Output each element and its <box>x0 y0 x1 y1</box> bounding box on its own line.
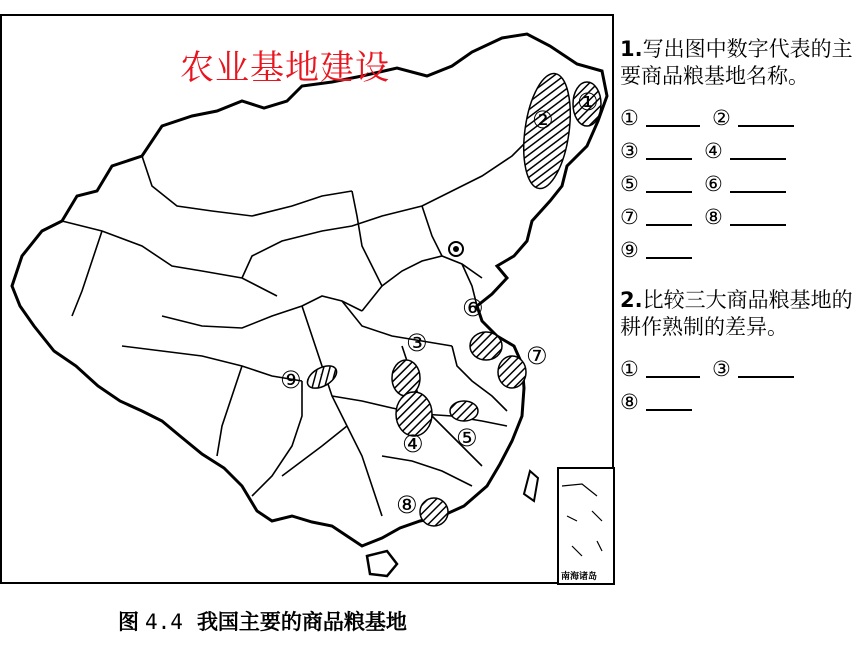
answer-blank[interactable] <box>646 362 700 378</box>
question-1-number: 1. <box>620 37 643 61</box>
base-area-7 <box>498 356 526 388</box>
question-2-text: 比较三大商品粮基地的耕作熟制的差异。 <box>620 288 853 339</box>
blank-row <box>620 135 858 168</box>
south-china-sea-inset <box>558 468 614 584</box>
blank-row <box>620 353 858 386</box>
answer-blank[interactable] <box>730 177 786 193</box>
overlay-title: 农业基地建设 <box>180 48 390 88</box>
blank-label: ⑦ <box>620 205 639 229</box>
taiwan-island <box>524 471 538 501</box>
marker-8: ⑧ <box>396 491 418 519</box>
blank-row <box>620 168 858 201</box>
blank-row <box>620 102 858 135</box>
answer-blank[interactable] <box>646 177 692 193</box>
marker-1: ① <box>577 88 599 116</box>
china-map <box>2 16 616 586</box>
base-area-5 <box>450 401 478 421</box>
blank-row <box>620 386 858 419</box>
blank-label: ⑨ <box>620 238 639 262</box>
inset-label: 南海诸岛 <box>561 572 598 582</box>
answer-blank[interactable] <box>738 111 794 127</box>
base-area-6 <box>470 332 502 360</box>
marker-3: ③ <box>406 329 428 357</box>
marker-2: ② <box>532 106 554 134</box>
blank-label: ③ <box>712 357 731 381</box>
province-boundaries <box>62 136 532 516</box>
answer-blank[interactable] <box>646 111 700 127</box>
marker-9: ⑨ <box>280 366 302 394</box>
base-areas <box>304 71 601 526</box>
marker-6: ⑥ <box>462 294 484 322</box>
blank-label: ⑤ <box>620 172 639 196</box>
map-frame <box>0 14 614 584</box>
answer-blank[interactable] <box>738 362 794 378</box>
answer-blank[interactable] <box>646 243 692 259</box>
marker-7: ⑦ <box>526 342 548 370</box>
blank-label: ③ <box>620 139 639 163</box>
blank-label: ② <box>712 106 731 130</box>
blank-row <box>620 234 858 267</box>
blank-row <box>620 201 858 234</box>
answer-blank[interactable] <box>730 144 786 160</box>
base-area-3 <box>392 360 420 396</box>
china-outline <box>12 34 607 546</box>
caption-prefix: 图 <box>118 610 139 634</box>
blank-label: ⑥ <box>704 172 723 196</box>
question-1-text: 写出图中数字代表的主要商品粮基地名称。 <box>620 37 853 88</box>
hainan-island <box>367 551 397 576</box>
blank-label: ① <box>620 357 639 381</box>
answer-blank[interactable] <box>730 210 786 226</box>
question-panel <box>620 36 858 419</box>
answer-blank[interactable] <box>646 395 692 411</box>
blank-label: ① <box>620 106 639 130</box>
caption-number: 4.4 <box>145 610 183 634</box>
map-caption <box>118 606 407 636</box>
question-1 <box>620 36 858 90</box>
beijing-marker <box>449 242 463 256</box>
question-2-number: 2. <box>620 288 643 312</box>
answer-blank[interactable] <box>646 210 692 226</box>
marker-5: ⑤ <box>456 424 478 452</box>
question-2 <box>620 287 858 341</box>
base-area-8 <box>420 498 448 526</box>
caption-text: 我国主要的商品粮基地 <box>196 610 407 634</box>
marker-4: ④ <box>402 430 424 458</box>
blank-label: ④ <box>704 139 723 163</box>
blank-label: ⑧ <box>620 390 639 414</box>
blank-label: ⑧ <box>704 205 723 229</box>
answer-blank[interactable] <box>646 144 692 160</box>
